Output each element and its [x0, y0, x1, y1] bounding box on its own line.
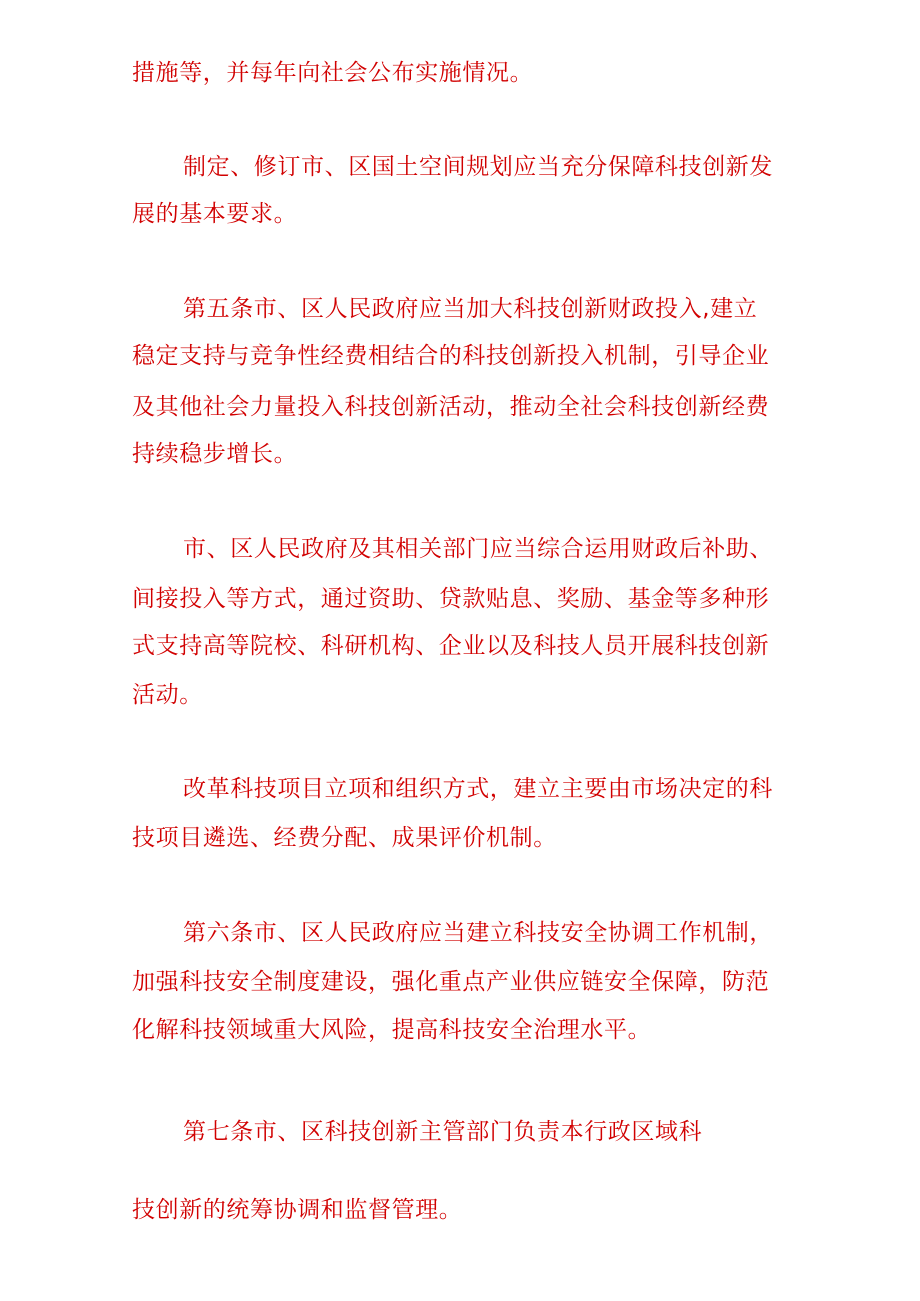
text-line: 及其他社会力量投入科技创新活动，推动全社会科技创新经费 — [132, 394, 770, 420]
text-line: 技项目遴选、经费分配、成果评价机制。 — [132, 825, 557, 851]
text-line: 第五条市、区人民政府应当加大科技创新财政投入,建立 — [183, 296, 758, 322]
text-line: 化解科技领域重大风险，提高科技安全治理水平。 — [132, 1017, 652, 1043]
text-line: 制定、修订市、区国土空间规划应当充分保障科技创新发 — [183, 154, 773, 180]
text-line: 技创新的统筹协调和监督管理。 — [132, 1197, 463, 1223]
text-line: 持续稳步增长。 — [132, 441, 298, 467]
text-line: 第六条市、区人民政府应当建立科技安全协调工作机制， — [183, 920, 773, 946]
text-line: 改革科技项目立项和组织方式，建立主要由市场决定的科 — [183, 776, 773, 802]
text-line: 第七条市、区科技创新主管部门负责本行政区域科 — [183, 1119, 703, 1145]
text-line: 稳定支持与竞争性经费相结合的科技创新投入机制，引导企业 — [132, 343, 770, 369]
text-line: 活动。 — [132, 682, 203, 708]
text-line: 市、区人民政府及其相关部门应当综合运用财政后补助、 — [183, 536, 773, 562]
text-line: 间接投入等方式，通过资助、贷款贴息、奖励、基金等多种形 — [132, 586, 770, 612]
text-line: 展的基本要求。 — [132, 201, 298, 227]
text-line: 措施等，并每年向社会公布实施情况。 — [132, 60, 534, 86]
text-line: 加强科技安全制度建设，强化重点产业供应链安全保障，防范 — [132, 969, 770, 995]
text-line: 式支持高等院校、科研机构、企业以及科技人员开展科技创新 — [132, 633, 770, 659]
